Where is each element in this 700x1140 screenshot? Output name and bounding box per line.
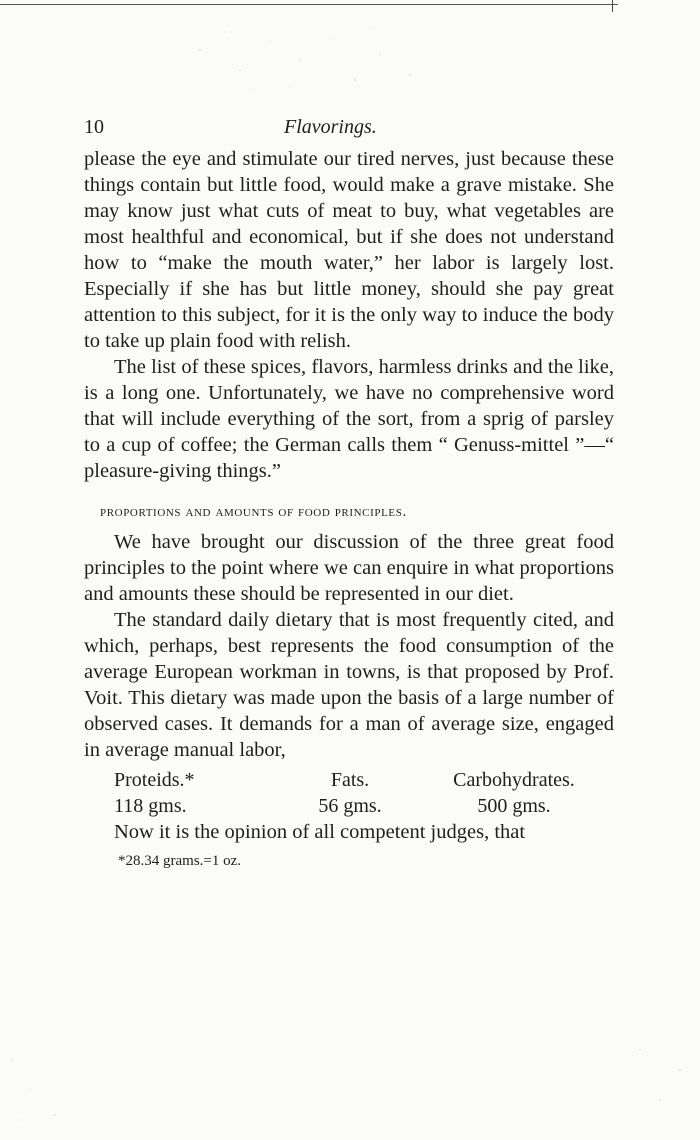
paper-speckle-bottom bbox=[0, 1020, 700, 1130]
section-heading bbox=[100, 504, 614, 521]
book-page bbox=[84, 112, 614, 871]
running-head: Flavorings. bbox=[284, 116, 377, 138]
section-heading-text: proportions and amounts of food principles. bbox=[100, 504, 407, 520]
dietary-header-carbohydrates: Carbohydrates. bbox=[453, 769, 575, 791]
paragraph-continued: please the eye and stimulate our tired nerves, just because these things contain but little food, would make a grave mistake. She may know just what cuts of meat to buy, what vegetables are most healthful and economical, but if she does not understand how to “make the mouth water,” her labor is largely lost. Especially if she has but little money, should she pay great attention to this subject, for it is the only way to induce the body to take up plain food with relish. bbox=[84, 148, 614, 352]
dietary-value-row bbox=[84, 793, 614, 819]
page-edge-mark bbox=[612, 0, 617, 12]
footnote: *28.34 grams.=1 oz. bbox=[118, 853, 242, 869]
dietary-header-proteids: Proteids.* bbox=[114, 769, 195, 791]
page-number: 10 bbox=[84, 116, 104, 138]
paragraph-proportions: We have brought our discussion of the three great food principles to the point where we can enquire in what proportions and amounts these should be represented in our diet. bbox=[84, 531, 614, 605]
dietary-header-fats: Fats. bbox=[330, 769, 370, 791]
dietary-value-fats: 56 gms. bbox=[318, 795, 382, 817]
paper-speckle-top bbox=[180, 20, 440, 100]
dietary-value-carbohydrates: 500 gms. bbox=[477, 795, 551, 817]
dietary-value-proteids: 118 gms. bbox=[114, 795, 187, 817]
paragraph-closing: Now it is the opinion of all competent judges, that bbox=[114, 821, 526, 843]
dietary-table bbox=[84, 767, 614, 819]
dietary-header-row bbox=[84, 767, 614, 793]
page-header bbox=[84, 112, 614, 146]
top-border-line bbox=[0, 4, 618, 5]
paragraph-spices: The list of these spices, flavors, harmless drinks and the like, is a long one. Unfortunately, we have no comprehensive word that will include everything of the sort, from a sprig of parsley to a cup of coffee; the German calls them “ Genuss-mittel ”—“ pleasure-giving things.” bbox=[84, 356, 614, 482]
paragraph-dietary: The standard daily dietary that is most frequently cited, and which, perhaps, best represents the food consumption of the average European workman in towns, is that proposed by Prof. Voit. This dietary was made upon the basis of a large number of observed cases. It demands for a man of average size, engaged in average manual labor, bbox=[84, 609, 614, 761]
